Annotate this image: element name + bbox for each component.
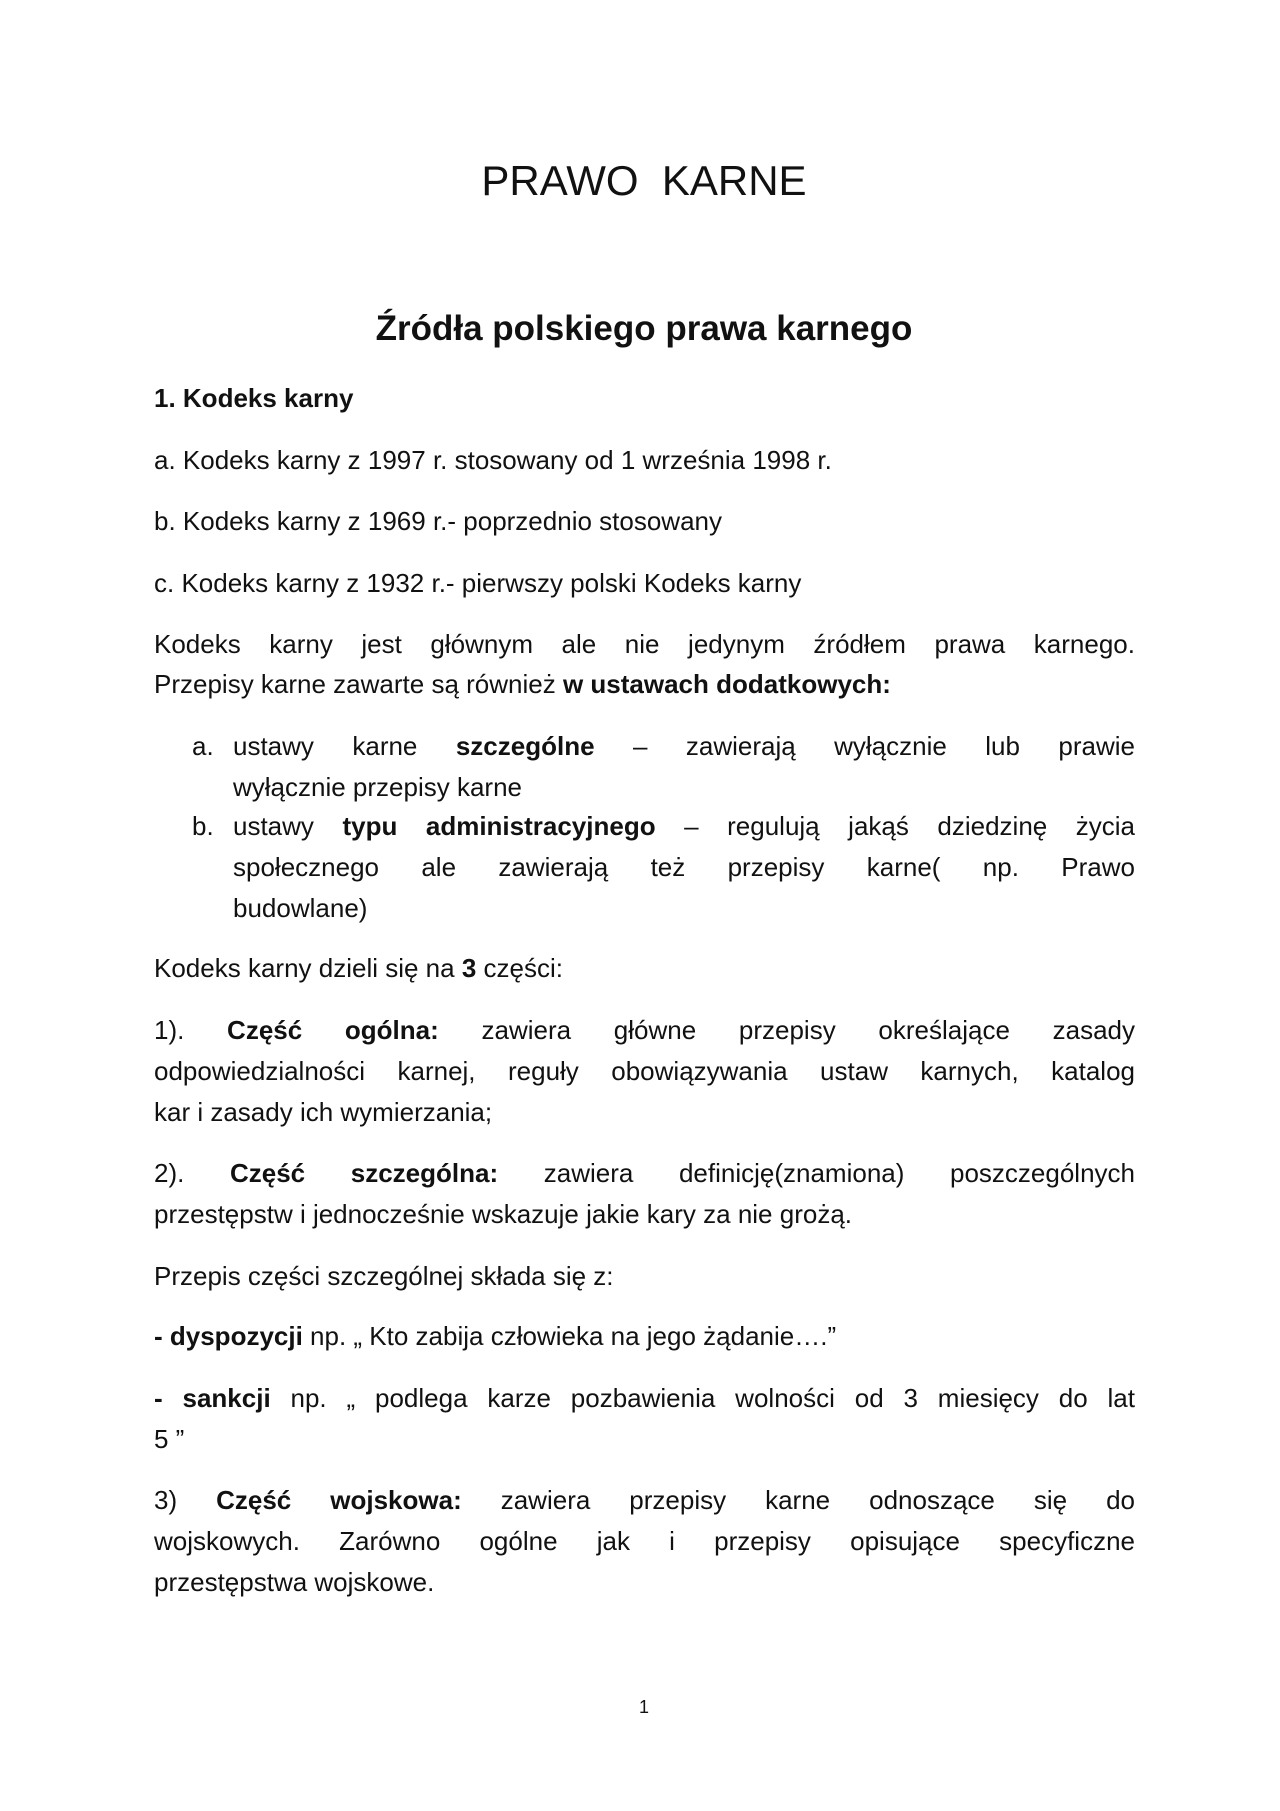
bold-text: 1. Kodeks karny [154,383,354,413]
text-line [233,767,1135,808]
page-number: 1 [638,1697,649,1717]
text-segment: części: [476,953,563,983]
text-line [154,1419,1135,1460]
text-line [154,1153,1135,1194]
text-line [233,806,1135,847]
text-line [154,501,1135,542]
bold-text: Część ogólna: [227,1015,439,1045]
text-segment: Przepisy karne zawarte są również [154,669,563,699]
text-segment: np. „ podlega karze pozbawienia wolności od 3 miesięcy do lat [270,1383,1135,1413]
text-line [154,1010,1135,1051]
bold-text: Część szczególna: [229,1158,499,1188]
bold-text: 3 [461,953,477,983]
text-segment: Przepis części szczególnej składa się z: [154,1261,614,1291]
bold-text: szczególne [455,731,595,761]
text-segment: przestępstw i jednocześnie wskazuje jakie kary za nie grożą. [154,1199,853,1229]
text-segment: Kodeks karny dzieli się na [154,953,462,983]
text-line [154,563,1135,604]
section-heading: Źródła polskiego prawa karnego [375,309,913,348]
text-segment: np. „ Kto zabija człowieka na jego żądanie….” [302,1321,837,1351]
bold-text: Część wojskowa: [216,1485,462,1515]
text-line [233,726,1135,767]
text-line [154,1562,1135,1603]
text-segment: 5 ” [154,1424,185,1454]
text-segment: budowlane) [233,893,368,923]
text-segment: 2). [154,1158,230,1188]
text-segment: – zawierają wyłącznie lub prawie [594,731,1135,761]
text-line [154,664,1135,705]
text-segment: 3) [154,1485,217,1515]
text-segment: odpowiedzialności karnej, reguły obowiązywania ustaw karnych, katalog [154,1056,1135,1086]
text-line [154,948,1135,989]
text-line [154,378,1135,419]
text-line [154,1092,1135,1133]
list-marker: b. [192,811,214,841]
bold-text: - dyspozycji [154,1321,303,1351]
bold-text: - sankcji [154,1383,271,1413]
text-segment: zawiera definicję(znamiona) poszczególnych [498,1158,1136,1188]
text-line [154,1256,1135,1297]
text-segment: c. Kodeks karny z 1932 r.- pierwszy polski Kodeks karny [154,568,802,598]
bold-text: w ustawach dodatkowych: [562,669,891,699]
text-segment: b. Kodeks karny z 1969 r.- poprzednio stosowany [154,506,722,536]
text-line [154,1378,1135,1419]
text-segment: zawiera przepisy karne odnoszące się do [461,1485,1136,1515]
text-line [154,440,1135,481]
text-line [233,847,1135,888]
text-segment: ustawy [233,811,343,841]
list-marker: a. [192,731,214,761]
text-segment: przestępstwa wojskowe. [154,1567,435,1597]
text-line [154,1316,1135,1357]
text-line [154,624,1135,665]
text-segment: wyłącznie przepisy karne [233,772,523,802]
text-line [154,1194,1135,1235]
text-segment: 1). [154,1015,228,1045]
text-line [233,888,1135,929]
text-line [154,1480,1135,1521]
bold-text: typu administracyjnego [342,811,656,841]
text-segment: a. Kodeks karny z 1997 r. stosowany od 1 września 1998 r. [154,445,832,475]
text-segment: kar i zasady ich wymierzania; [154,1097,493,1127]
text-segment: zawiera główne przepisy określające zasady [438,1015,1135,1045]
text-line [154,1521,1135,1562]
text-segment: ustawy karne [233,731,456,761]
text-segment: Kodeks karny jest głównym ale nie jedynym źródłem prawa karnego. [154,629,1135,659]
text-line [154,1051,1135,1092]
text-segment: społecznego ale zawierają też przepisy karne( np. Prawo [233,852,1135,882]
document-title: PRAWO KARNE [481,157,807,204]
text-segment: – regulują jakąś dziedzinę życia [655,811,1136,841]
text-segment: wojskowych. Zarówno ogólne jak i przepisy opisujące specyficzne [154,1526,1135,1556]
